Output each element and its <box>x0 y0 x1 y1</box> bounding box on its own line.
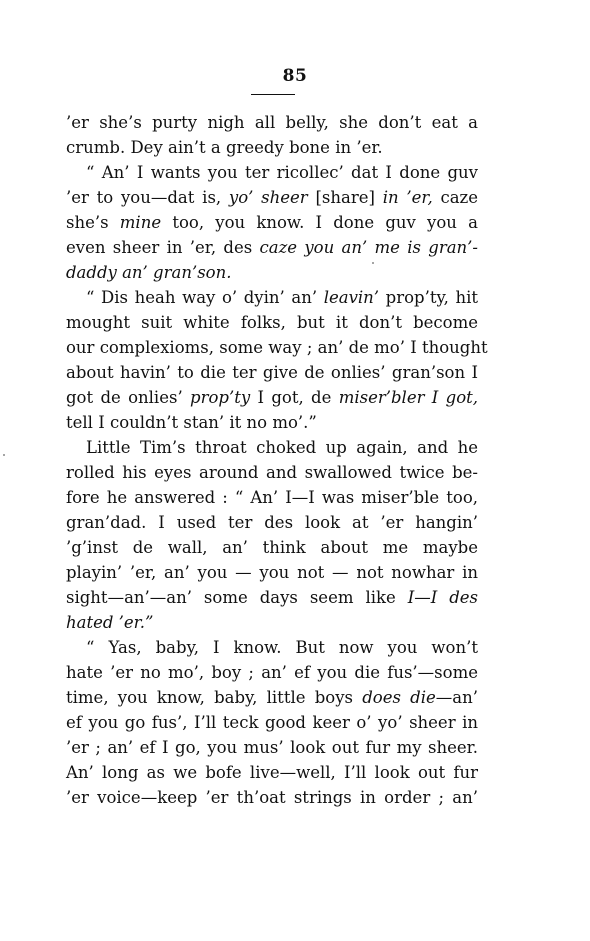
text-line <box>66 335 488 360</box>
text-segment: “ Yas, baby, I know. But now you won’t <box>86 638 478 657</box>
text-segment: ’er voice—keep ’er th’oat strings in order ; an’ <box>66 788 478 807</box>
text-line <box>66 685 478 710</box>
text-segment: our complexioms, some way ; an’ de mo’ I thought <box>66 338 488 357</box>
body-text <box>66 110 488 810</box>
text-line <box>66 160 478 185</box>
italic-text: prop’ty <box>190 388 251 407</box>
text-line <box>66 710 478 735</box>
italic-text: does die <box>362 688 436 707</box>
text-segment: gran’dad. I used ter des look at ’er hangin’ <box>66 513 478 532</box>
text-segment: time, you know, baby, little boys <box>66 688 363 707</box>
text-line <box>66 385 478 410</box>
text-segment: sight—an’—an’ some days seem like <box>66 588 408 607</box>
text-segment: ’er she’s purty nigh all belly, she don’t eat a <box>66 113 478 132</box>
italic-text: in ’er, <box>382 188 433 207</box>
text-segment: too, you know. I done guv you a <box>161 213 478 232</box>
text-line <box>66 735 478 760</box>
text-line <box>66 210 478 235</box>
text-line <box>66 760 478 785</box>
text-line <box>66 185 478 210</box>
italic-text: hated ’er.” <box>66 613 154 632</box>
print-speck <box>3 454 5 456</box>
text-line <box>66 310 478 335</box>
text-segment: [share] <box>307 188 383 207</box>
text-line <box>66 135 478 160</box>
text-segment: fore he answered : “ An’ I—I was miser’ble too, <box>66 488 478 507</box>
italic-text: yo’ sheer <box>228 188 308 207</box>
text-segment: ef you go fus’, I’ll teck good keer o’ yo’ sheer in <box>66 713 478 732</box>
text-segment: ’er to you—dat is, <box>66 188 229 207</box>
text-line <box>66 560 478 585</box>
text-segment: got de onlies’ <box>66 388 191 407</box>
text-line <box>66 260 478 285</box>
text-line <box>66 485 478 510</box>
italic-text: I—I des <box>407 588 479 607</box>
text-segment: tell I couldn’t stan’ it no mo’.” <box>66 413 317 432</box>
text-segment: rolled his eyes around and swallowed twice be- <box>66 463 478 482</box>
text-segment: playin’ ’er, an’ you — you not — not nowhar in <box>66 563 478 582</box>
text-line <box>66 785 478 810</box>
text-segment: ’er ; an’ ef I go, you mus’ look out fur my sheer. <box>66 738 478 757</box>
text-segment: —an’ <box>435 688 478 707</box>
text-segment: ’g’inst de wall, an’ think about me maybe <box>66 538 478 557</box>
text-line <box>66 285 478 310</box>
text-line <box>66 410 478 435</box>
text-segment: even sheer in ’er, des <box>66 238 260 257</box>
text-segment: about havin’ to die ter give de onlies’ gran’son I <box>66 363 478 382</box>
text-segment: prop’ty, hit <box>379 288 478 307</box>
text-line <box>66 235 478 260</box>
text-line <box>66 610 478 635</box>
text-segment: “ Dis heah way o’ dyin’ an’ <box>86 288 324 307</box>
text-line <box>66 510 478 535</box>
text-segment: “ An’ I wants you ter ricollec’ dat I done guv <box>86 163 478 182</box>
italic-text: caze you an’ me is gran’- <box>259 238 478 257</box>
text-line <box>66 110 478 135</box>
text-line <box>66 460 478 485</box>
text-line <box>66 660 478 685</box>
text-segment: she’s <box>66 213 120 232</box>
text-segment: hate ’er no mo’, boy ; an’ ef you die fus’—some <box>66 663 478 682</box>
italic-text: leavin’ <box>323 288 380 307</box>
page-number-rule <box>251 94 295 95</box>
text-line <box>66 585 478 610</box>
italic-text: daddy an’ gran’son. <box>66 263 232 282</box>
text-line <box>66 635 478 660</box>
print-speck <box>372 262 374 264</box>
text-segment: crumb. Dey ain’t a greedy bone in ’er. <box>66 138 383 157</box>
italic-text: mine <box>119 213 162 232</box>
text-segment: I got, de <box>250 388 339 407</box>
text-line <box>66 360 478 385</box>
text-segment: mought suit white folks, but it don’t become <box>66 313 478 332</box>
italic-text: miser’bler I got, <box>338 388 478 407</box>
text-line <box>66 535 478 560</box>
text-line <box>66 435 478 460</box>
text-segment: Little Tim’s throat choked up again, and he <box>86 438 478 457</box>
page-number: 85 <box>282 66 308 86</box>
text-segment: caze <box>432 188 479 207</box>
text-segment: An’ long as we bofe live—well, I’ll look out fur <box>66 763 478 782</box>
